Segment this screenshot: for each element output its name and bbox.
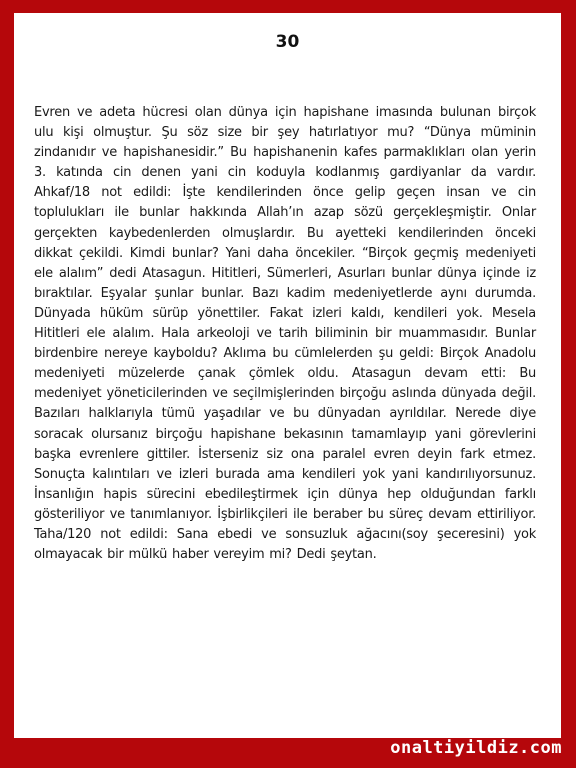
page-number: 30	[275, 32, 300, 52]
book-page	[14, 13, 561, 738]
site-watermark: onaltiyildiz.com	[390, 738, 562, 758]
page-body-text: Evren ve adeta hücresi olan dünya için hapishane imasında bulunan birçok ulu kişi olmuştur. Şu söz size bir şey hatırlatıyor mu? “Dünya müminin zindanıdır ve hapishanesidir.” Bu hapishanenin kafes parmaklıkları olan yerin 3. katında cin denen yani cin koduyla kodlanmış gardiyanlar da vardır. Ahkaf/18 not edildi: İşte kendilerinden önce gelip geçen insan ve cin toplulukları ile bunlar hakkında Allah’ın azap sözü gerçekleşmiştir. Onlar gerçekten kaybedenlerden olmuşlardır. Bu ayetteki kendilerinden önceki dikkat çekildi. Kimdi bunlar? Yani daha öncekiler. “Birçok geçmiş medeniyeti ele alalım” dedi Atasagun. Hititleri, Sümerleri, Asurları bunlar dünya içinde iz bıraktılar. Eşyalar şunlar bunlar. Bazı kadim medeniyetlerde aynı durumda. Dünyada hüküm sürüp yönettiler. Fakat izleri kaldı, kendileri yok. Mesela Hititleri ele alalım. Hala arkeoloji ve tarih biliminin bir muammasıdır. Bunlar birdenbire nereye kayboldu? Aklıma bu cümlelerden şu geldi: Birçok Anadolu medeniyeti müzelerde çanak çömlek oldu. Atasagun devam etti: Bu medeniyet yöneticilerinden ve seçilmişlerinden birçoğu aslında dünyada değil. Bazıları halklarıyla tümü yaşadılar ve bu dünyadan ayrıldılar. Nerede diye soracak olursanız birçoğu hapishane bekasının tamamlayıp yani görevlerini başka evrenlere gittiler. İsterseniz siz ona paralel evren deyin fark etmez. Sonuçta kalıntıları ve izleri burada ama kendileri yok yani kandırılıyorsunuz. İnsanlığın hapis sürecini ebedileştirmek için dünya hep olduğundan farklı gösteriliyor ve tanımlanıyor. İşbirlikçileri ile beraber bu süreç devam ettiriliyor. Taha/120 not edildi: Sana ebedi ve sonsuzluk ağacını(soy şeceresini) yok olmayacak bir mülkü haber vereyim mi? Dedi şeytan.	[34, 105, 536, 563]
